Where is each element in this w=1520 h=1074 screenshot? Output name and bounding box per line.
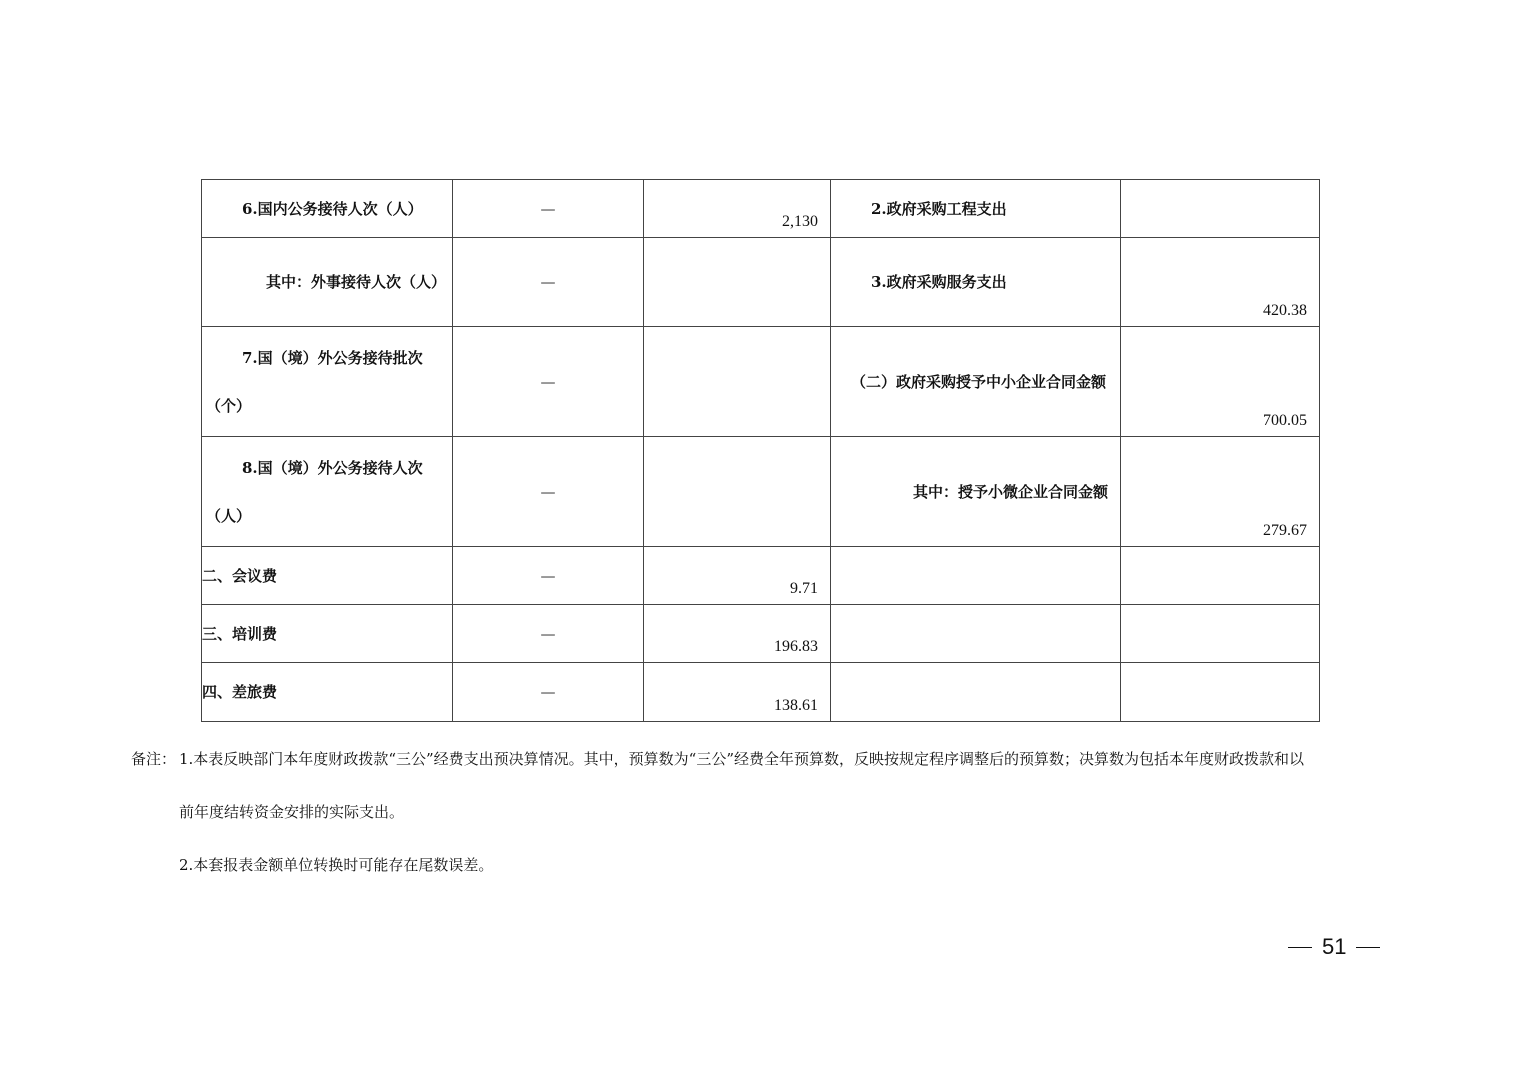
procurement-value: 420.38 — [1263, 302, 1307, 319]
budget-cell: — — [453, 180, 644, 238]
item-cell: 二、会议费 — [202, 547, 453, 605]
note-line-1: 1.本表反映部门本年度财政拨款“三公”经费支出预决算情况。其中，预算数为“三公”经费全年预算数，反映按规定程序调整后的预算数；决算数为包括本年度财政拨款和以 — [179, 750, 1304, 768]
page-number-left-dash — [1288, 947, 1312, 948]
note-row — [131, 748, 1411, 876]
item-line-2: （人） — [206, 506, 252, 525]
notes-body — [179, 748, 1411, 876]
procurement-item-cell: 其中：授予小微企业合同金额 — [831, 437, 1121, 547]
budget-cell: — — [453, 663, 644, 722]
procurement-item-cell: （二）政府采购授予中小企业合同金额 — [831, 327, 1121, 437]
item-cell: 其中：外事接待人次（人） — [202, 238, 453, 327]
actual-value: 9.71 — [790, 580, 818, 597]
note-line-2: 前年度结转资金安排的实际支出。 — [179, 803, 405, 821]
procurement-value-cell — [1121, 437, 1320, 547]
actual-cell — [644, 663, 831, 722]
actual-cell — [644, 437, 831, 547]
budget-cell: — — [453, 605, 644, 663]
procurement-value: 279.67 — [1263, 522, 1307, 539]
actual-value: 138.61 — [774, 697, 818, 714]
item-cell — [202, 327, 453, 437]
procurement-item-cell — [831, 663, 1121, 722]
page-number-right-dash — [1356, 947, 1380, 948]
page-number — [1288, 934, 1380, 960]
expense-table — [201, 179, 1320, 722]
procurement-value-cell — [1121, 180, 1320, 238]
budget-cell: — — [453, 547, 644, 605]
actual-value: 196.83 — [774, 638, 818, 655]
actual-cell — [644, 605, 831, 663]
table-row — [202, 238, 1320, 327]
procurement-item-cell: 2.政府采购工程支出 — [831, 180, 1121, 238]
budget-cell: — — [453, 238, 644, 327]
procurement-item-cell — [831, 605, 1121, 663]
item-cell: 三、培训费 — [202, 605, 453, 663]
actual-cell — [644, 180, 831, 238]
table-row — [202, 547, 1320, 605]
note-line-3: 2.本套报表金额单位转换时可能存在尾数误差。 — [179, 856, 494, 874]
table-row — [202, 437, 1320, 547]
actual-cell — [644, 547, 831, 605]
procurement-value-cell — [1121, 605, 1320, 663]
actual-cell — [644, 238, 831, 327]
procurement-value-cell — [1121, 547, 1320, 605]
notes-prefix: 备注： — [131, 750, 177, 768]
item-line-1: 8.国（境）外公务接待人次 — [242, 458, 423, 477]
procurement-value-cell — [1121, 238, 1320, 327]
page-number-value: 51 — [1322, 934, 1347, 959]
procurement-value-cell — [1121, 663, 1320, 722]
actual-cell — [644, 327, 831, 437]
notes-section — [131, 748, 1411, 907]
procurement-value-cell — [1121, 327, 1320, 437]
table-row — [202, 180, 1320, 238]
actual-value: 2,130 — [782, 213, 818, 230]
procurement-value: 700.05 — [1263, 412, 1307, 429]
budget-cell: — — [453, 437, 644, 547]
table-row — [202, 605, 1320, 663]
budget-cell: — — [453, 327, 644, 437]
table-row — [202, 663, 1320, 722]
item-line-1: 7.国（境）外公务接待批次 — [242, 348, 423, 367]
item-line-2: （个） — [206, 396, 252, 415]
item-cell: 四、差旅费 — [202, 663, 453, 722]
table-row — [202, 327, 1320, 437]
procurement-item-cell: 3.政府采购服务支出 — [831, 238, 1121, 327]
item-cell — [202, 437, 453, 547]
item-cell: 6.国内公务接待人次（人） — [202, 180, 453, 238]
procurement-item-cell — [831, 547, 1121, 605]
